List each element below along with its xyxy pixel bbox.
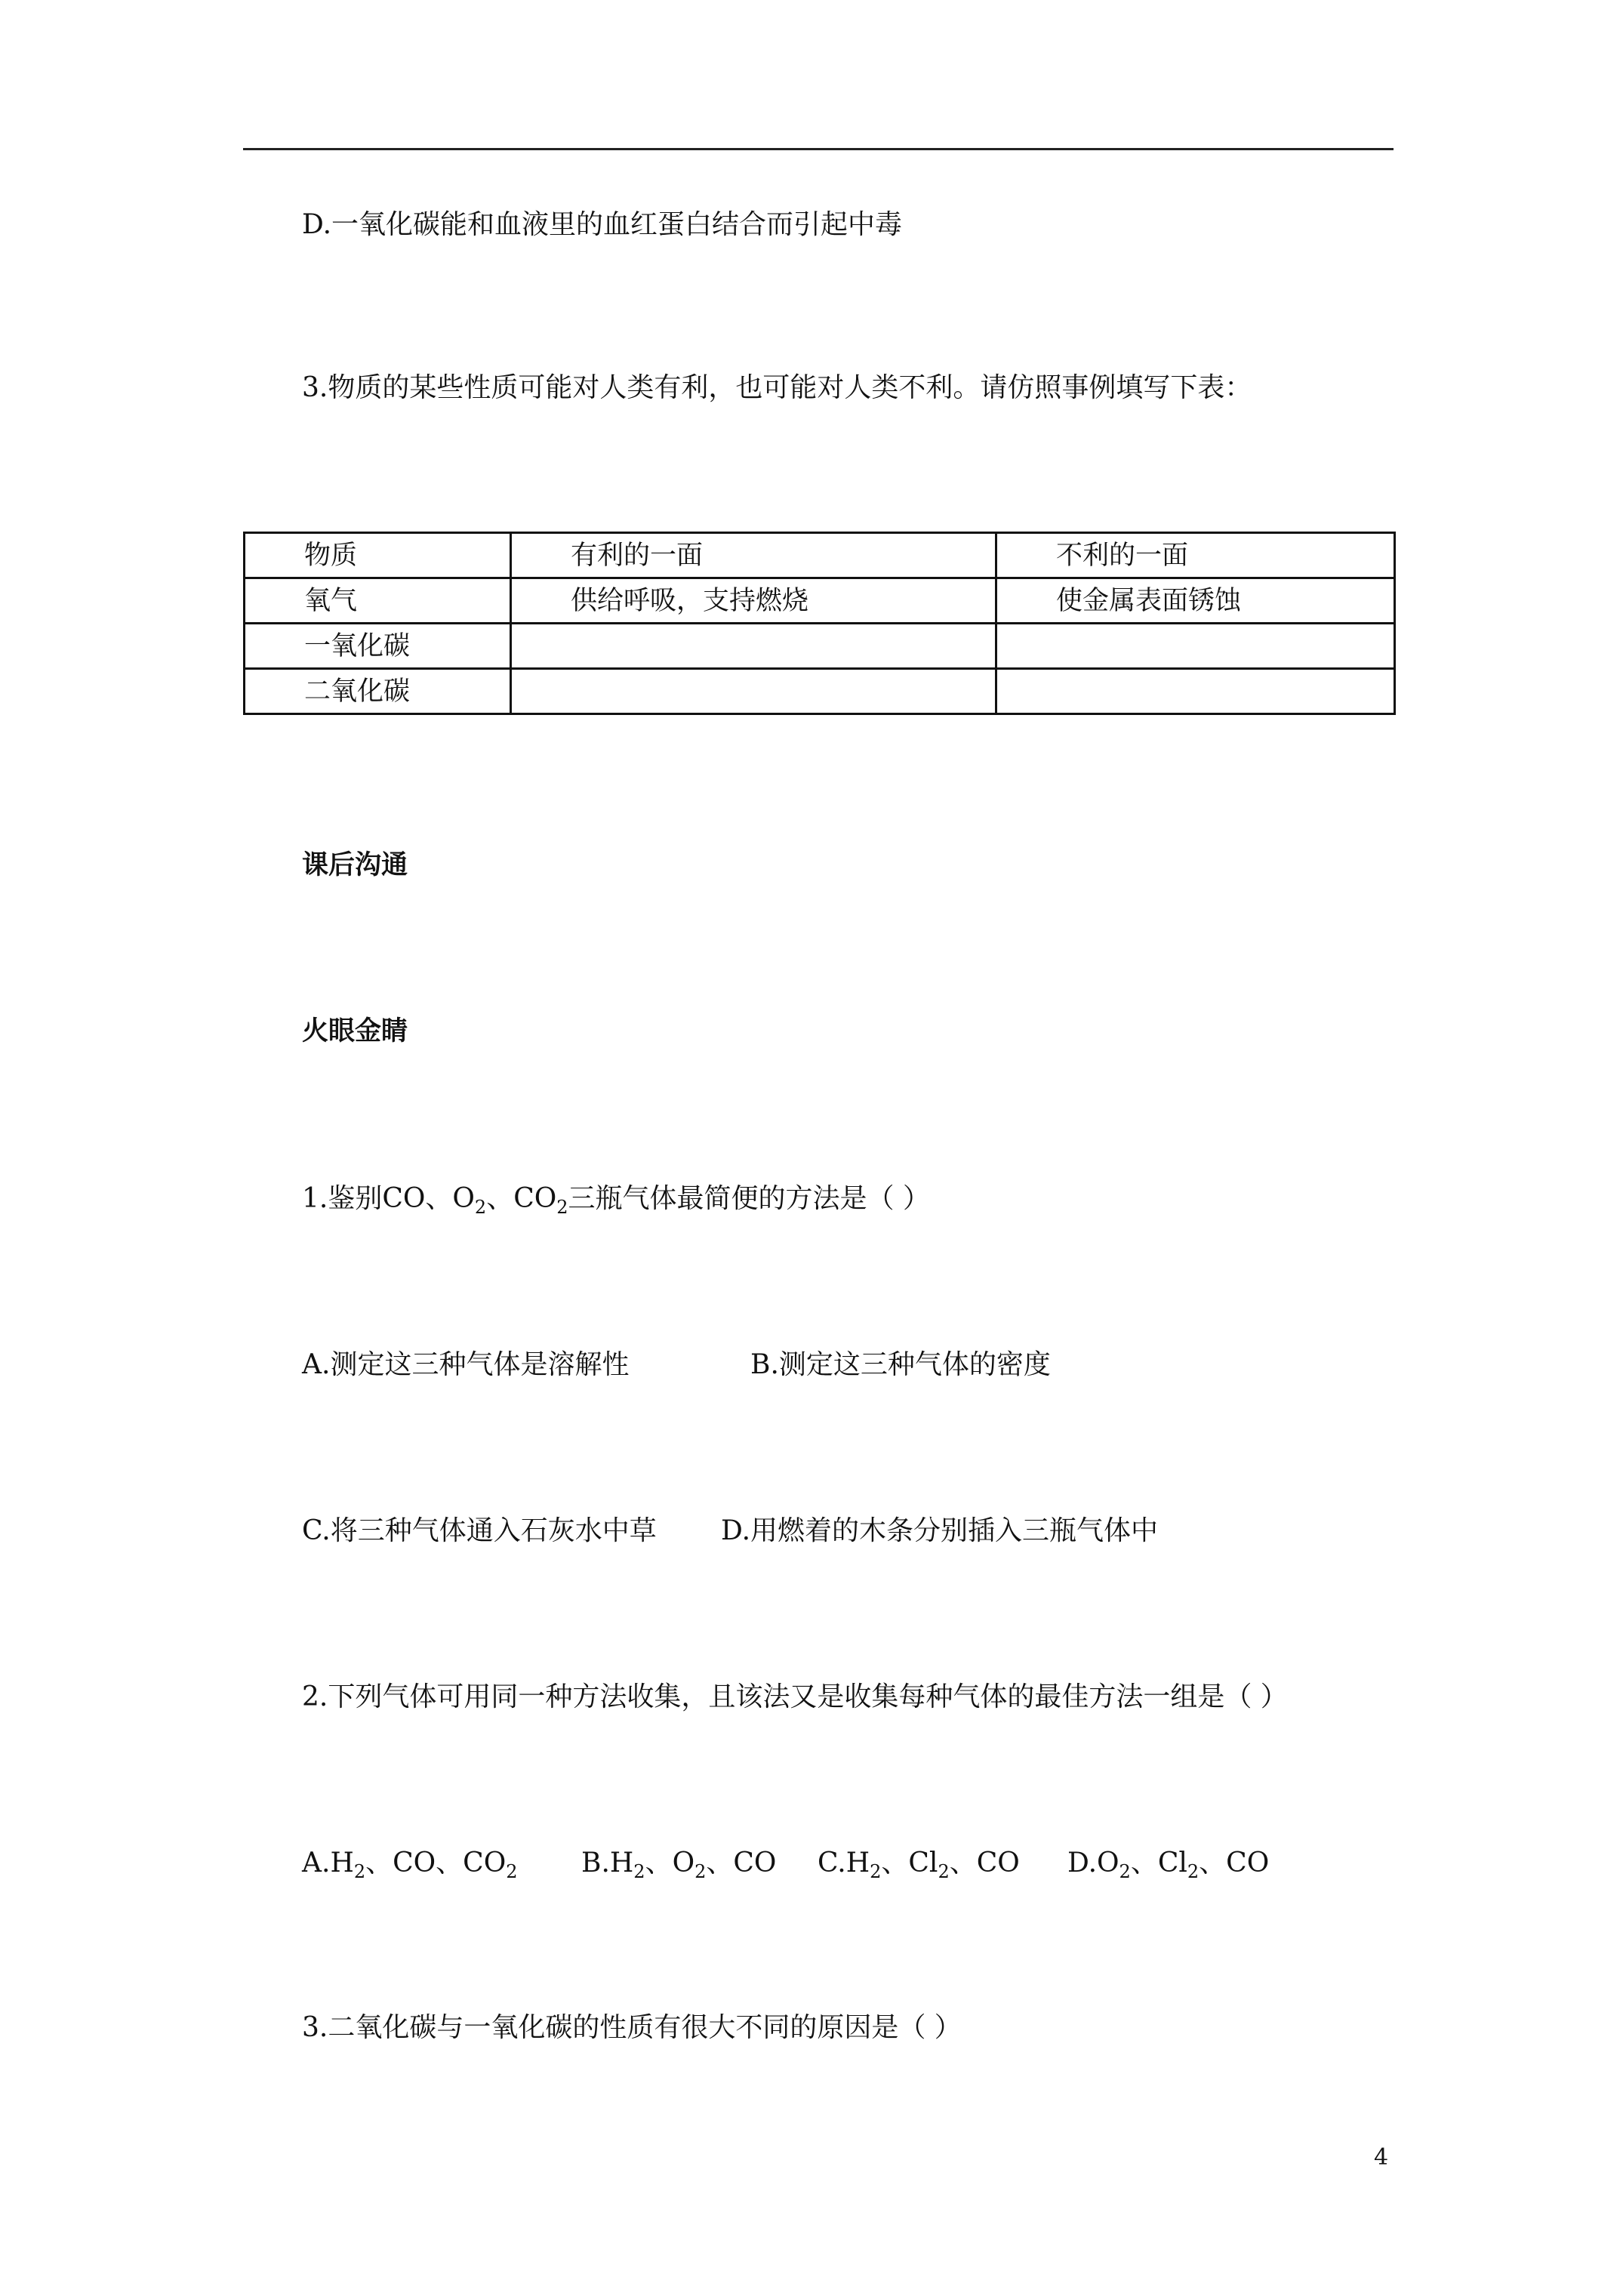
q2-c-subscript: 2: [938, 1861, 950, 1882]
q2-b-subscript: 2: [633, 1861, 645, 1882]
q2-b-text: 、CO: [706, 1848, 777, 1878]
table-row: [245, 624, 1395, 669]
table-cell: 氧气: [245, 578, 511, 624]
q2-c-text: 、Cl: [881, 1848, 938, 1878]
table-header-cell: 不利的一面: [996, 533, 1395, 578]
q2-a-subscript: 2: [353, 1861, 366, 1882]
q2-c-subscript: 2: [870, 1861, 882, 1882]
q2-option-c[interactable]: [818, 1847, 1020, 1888]
table-cell: 二氧化碳: [245, 669, 511, 714]
table-row: [245, 578, 1395, 624]
q1-option-d[interactable]: D.用燃着的木条分别插入三瓶气体中: [721, 1515, 1159, 1546]
section-heading-sharp-eyes: 火眼金睛: [302, 1016, 408, 1046]
q1-text-suffix: 三瓶气体最简便的方法是（ ）: [568, 1183, 930, 1214]
q2-c-text: C.H: [818, 1848, 870, 1878]
q1-option-b[interactable]: B.测定这三种气体的密度: [750, 1349, 1051, 1380]
prev-option-d: D.一氧化碳能和血液里的血红蛋白结合而引起中毒: [302, 209, 903, 240]
q2-d-subscript: 2: [1187, 1861, 1200, 1882]
table-row: [245, 669, 1395, 714]
section-heading-after-class: 课后沟通: [302, 850, 408, 880]
q2-c-text: 、CO: [949, 1848, 1020, 1878]
q2-d-text: 、CO: [1199, 1848, 1270, 1878]
table-cell: 一氧化碳: [245, 624, 511, 669]
q2-a-subscript: 2: [506, 1861, 518, 1882]
q2-d-text: 、Cl: [1130, 1848, 1187, 1878]
table-cell-blank[interactable]: [996, 624, 1395, 669]
table-header-row: [245, 533, 1395, 578]
q1-option-c[interactable]: C.将三种气体通入石灰水中草: [302, 1515, 657, 1546]
q2-d-text: D.O: [1067, 1848, 1119, 1878]
question-3-next: 3.二氧化碳与一氧化碳的性质有很大不同的原因是（ ）: [302, 2012, 962, 2043]
q2-a-text: A.H: [302, 1848, 354, 1878]
q1-subscript: 2: [474, 1197, 487, 1218]
page-number: 4: [1374, 2144, 1389, 2171]
q2-option-d[interactable]: [1067, 1847, 1269, 1888]
table-header-cell: 有利的一面: [511, 533, 996, 578]
table-cell-blank[interactable]: [511, 669, 996, 714]
table-cell-blank[interactable]: [511, 624, 996, 669]
question-2-stem: 2.下列气体可用同一种方法收集，且该法又是收集每种气体的最佳方法一组是（ ）: [302, 1681, 1288, 1712]
question-1-stem: [302, 1182, 930, 1224]
table-cell: 使金属表面锈蚀: [996, 578, 1395, 624]
table-cell: 供给呼吸，支持燃烧: [511, 578, 996, 624]
table-cell-blank[interactable]: [996, 669, 1395, 714]
q2-b-text: B.H: [581, 1848, 634, 1878]
q2-option-a[interactable]: [302, 1847, 518, 1888]
q1-text-prefix: 1.鉴别CO、O: [302, 1183, 475, 1214]
q2-d-subscript: 2: [1119, 1861, 1131, 1882]
q2-option-b[interactable]: [581, 1847, 776, 1888]
q2-b-text: 、O: [645, 1848, 695, 1878]
q2-a-text: 、CO、CO: [365, 1848, 507, 1878]
q1-text-mid: 、CO: [486, 1183, 557, 1214]
q1-option-a[interactable]: A.测定这三种气体是溶解性: [302, 1349, 630, 1380]
question-3-prompt: 3.物质的某些性质可能对人类有利，也可能对人类不利。请仿照事例填写下表：: [302, 372, 1252, 403]
table-header-cell: 物质: [245, 533, 511, 578]
q2-b-subscript: 2: [694, 1861, 707, 1882]
header-rule: [243, 148, 1394, 150]
q1-subscript: 2: [556, 1197, 568, 1218]
properties-table: [243, 532, 1396, 715]
